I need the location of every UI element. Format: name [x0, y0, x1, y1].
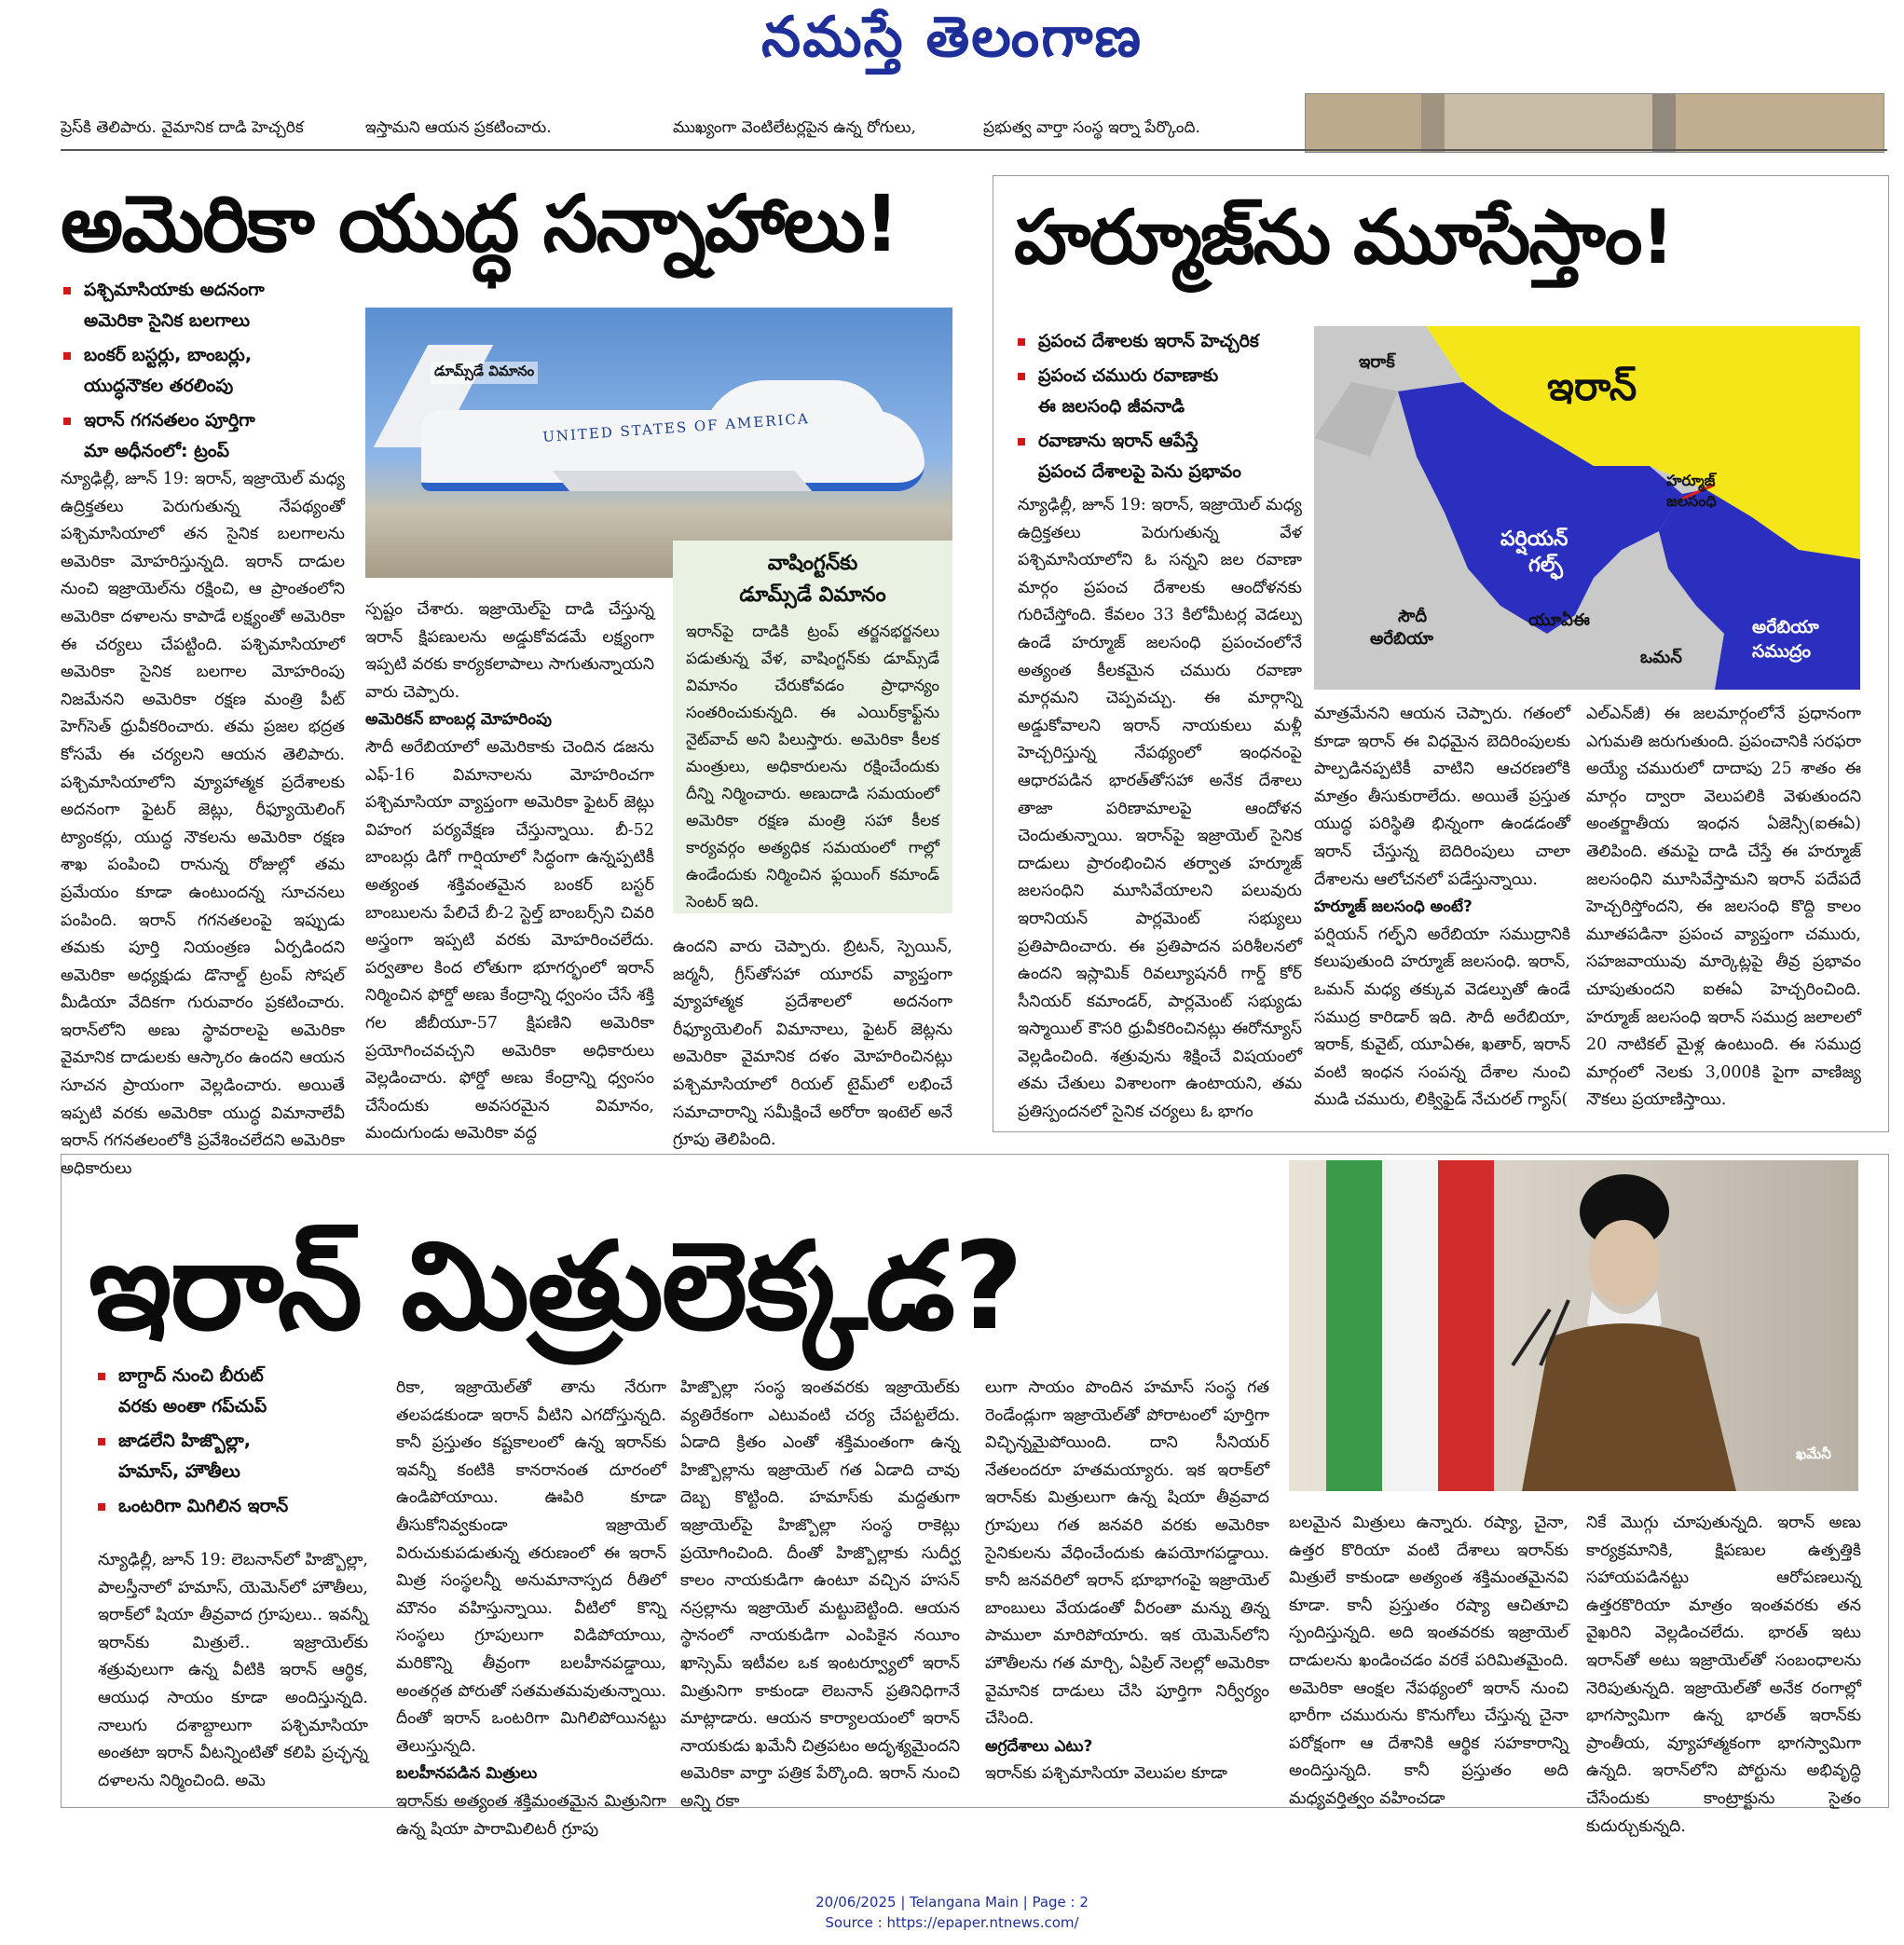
story1-bullets [63, 275, 362, 471]
story3-bullet: ఒంటరిగా మిగిలిన ఇరాన్ [98, 1491, 377, 1522]
map-label-hormuz: హర్మూజ్ జలసంధి [1666, 472, 1717, 510]
top-rule [61, 149, 1887, 151]
story1-column-3: ఉందని వారు చెప్పారు. బ్రిటన్, స్పెయిన్, జర్మనీ, గ్రీస్‌తోసహా యూరప్ వ్యాప్తంగా వ్యూహాత్మక ప్రదేశాలలో అదనంగా రీఫ్యూయెలింగ్ విమానాలు, ఫైటర్ జెట్లను అమెరికా వైమానిక దళం మోహరించినట్లు పశ్చిమాసియాలో రియల్ టైమ్‌లో లభించే సమాచారాన్ని సమీక్షించే అరోరా ఇంటెల్ అనే గ్రూపు తెలిపింది. [673, 938, 952, 1150]
hormuz-map [1314, 326, 1860, 690]
story1-bullet: ఇరాన్ గగనతలం పూర్తిగా మా అధీనంలో: ట్రంప్ [63, 405, 362, 467]
plane-photo-caption: డూమ్స్‌డే విమానం [431, 362, 538, 384]
story2-headline: హర్మూజ్‌ను మూసేస్తాం! [1014, 194, 1673, 281]
story2-bullet: ప్రపంచ దేశాలకు ఇరాన్ హెచ్చరిక [1018, 326, 1307, 357]
story3-column-1: న్యూఢిల్లీ, జూన్ 19: లెబనాన్‌లో హిజ్బొల్లా, పాలస్తీనాలో హమాస్, యెమెన్‌లో హౌతీలు, ఇరాక్‌లో షియా తీవ్రవాద గ్రూపులు.. ఇవన్నీ ఇరాన్‌కు మిత్రులే.. ఇజ్రాయెల్‌కు శత్రువులుగా ఉన్న వీటికి ఇరాన్ ఆర్థిక, ఆయుధ సాయం కూడా అందిస్తున్నది. నాలుగు దశాబ్దాలుగా పశ్చిమాసియా అంతటా ఇరాన్ వీటన్నింటితో కలిపి ప్రచ్ఛన్న దళాలను నిర్మించింది. అమె [98, 1551, 368, 1790]
bullet-square-icon [1018, 338, 1025, 346]
bullet-square-icon [98, 1373, 105, 1380]
footer-source: Source : https://epaper.ntnews.com/ [825, 1914, 1079, 1931]
map-label-saudi: సౌదీ అరేబియా [1370, 607, 1433, 649]
bullet-square-icon [1018, 438, 1025, 445]
top-strip-col-2: ఇస్తామని ఆయన ప్రకటించారు. [365, 118, 552, 137]
story1-column-1: న్యూఢిల్లీ, జూన్ 19: ఇరాన్, ఇజ్రాయెల్ మధ్య ఉద్రిక్తతలు పెరుగుతున్న నేపథ్యంతో పశ్చిమాసియాలో తన సైనిక బలగాలను అమెరికా మోహరిస్తున్నది. ఇరాన్ దాడుల నుంచి ఇజ్రాయెల్‌ను రక్షించి, ఆ ప్రాంతంలోని అమెరికా దళాలను కాపాడే లక్ష్యంతో అమెరికా ఈ చర్యలు చేపట్టింది. పశ్చిమాసియాలో అమెరికా సైనిక బలగాల మోహరింపు నిజమేనని అమెరికా రక్షణ మంత్రి పీట్ హెగ్‌సెత్ ధ్రువీకరించారు. తమ ప్రజల భద్రత కోసమే ఈ చర్యలని ఆయన తెలిపారు. పశ్చిమాసియాలోని వ్యూహాత్మక ప్రదేశాలకు అదనంగా ఫైటర్ జెట్లు, రీఫ్యూయెలింగ్ ట్యాంకర్లు, యుద్ధ నౌకలను అమెరికా రక్షణ శాఖ పంపించి రానున్న రోజుల్లో తమ ప్రమేయం కూడా ఉంటుందన్న సూచనలు పంపింది. ఇరాన్ గగనతలంపై ఇప్పుడు తమకు పూర్తి నియంత్రణ ఏర్పడిందని అమెరికా అధ్యక్షుడు డొనాల్డ్ ట్రంప్ సోషల్ మీడియా వేదికగా గురువారం ప్రకటించారు. ఇరాన్‌లోని అణు స్థావరాలపై అమెరికా వైమానిక దాడులకు ఆస్కారం ఉందని ఆయన సూచన ప్రాయంగా వెల్లడించారు. అయితే ఇప్పటి వరకు అమెరికా యుద్ధ విమానాలేవీ ఇరాన్ గగనతలంలోకి ప్రవేశించలేదని అమెరికా అధికారులు [61, 470, 345, 1178]
bullet-square-icon [98, 1503, 105, 1511]
story3-bullet: బాగ్దాద్ నుంచి బీరుట్ వరకు అంతా గప్‌చుప్ [98, 1361, 377, 1422]
story1-headline: అమెరికా యుద్ధ సన్నాహాలు! [61, 178, 898, 269]
map-label-iraq: ఇరాక్ [1359, 352, 1395, 372]
map-label-oman: ఒమన్ [1640, 648, 1682, 667]
plane-wing [553, 471, 812, 491]
bullet-square-icon [63, 287, 71, 294]
story3-headline: ఇరాన్ మిత్రులెక్కడ? [89, 1215, 1022, 1357]
sidebar-title: వాషింగ్టన్‌కు డూమ్స్‌డే విమానం [739, 552, 886, 607]
story1-column-2: స్పష్టం చేశారు. ఇజ్రాయెల్‌పై దాడి చేస్తున్న ఇరాన్ క్షిపణులను అడ్డుకోవడమే లక్ష్యంగా ఇప్పటి వరకు కార్యకలాపాలు సాగుతున్నాయని వారు చెప్పారు. అమెరికన్ బాంబర్ల మోహరింపు సౌదీ అరేబియాలో అమెరికాకు చెందిన డజను ఎఫ్-16 విమానాలను మోహరించగా పశ్చిమాసియా వ్యాప్తంగా అమెరికా ఫైటర్ జెట్లు విహంగ పర్యవేక్షణ చేస్తున్నాయి. బీ-52 బాంబర్లు డిగో గార్షియాలో సిద్ధంగా ఉన్నప్పటికీ అత్యంత శక్తివంతమైన బంకర్ బస్టర్ బాంబులను పేలిచే బీ-2 స్టెల్త్ బాంబర్స్‌ని చివరి అస్త్రంగా ఇప్పటి వరకు మోహరించలేదు. పర్వతాల కింద లోతుగా భూగర్భంలో ఇరాన్ నిర్మించిన ఫోర్డో అణు కేంద్రాన్ని ధ్వంసం చేసే శక్తి గల జీబీయూ-57 క్షిపణిని అమెరికా ప్రయోగించవచ్చని అమెరికా అధికారులు వెల్లడించారు. ఫోర్డో అణు కేంద్రాన్ని ధ్వంసం చేసేందుకు అవసరమైన విమానం, మందుగుండు అమెరికా వద్ద [365, 600, 654, 1144]
story2-bullet: రవాణాను ఇరాన్ ఆపేస్తే ప్రపంచ దేశాలపై పెను ప్రభావం [1018, 426, 1307, 487]
map-label-iran: ఇరాన్ [1547, 363, 1637, 409]
robe-shape [1522, 1323, 1736, 1491]
khamenei-photo-graphic [1289, 1160, 1858, 1491]
story2-column-3: ఎల్‌ఎన్‌జీ) ఈ జలమార్గంలోనే ప్రధానంగా ఎగుమతి జరుగుతుంది. ప్రపంచానికి సరఫరా అయ్యే చమురులో దాదాపు 25 శాతం ఈ మార్గం ద్వారా వెలుపలికి వెళుతుందని అంతర్జాతీయ ఇంధన ఏజెన్సీ(ఐఈఏ) తెలిపింది. తమపై దాడి చేస్తే ఈ హర్మూజ్ జలసంధిని మూసివేస్తామని ఇరాన్ పదేపదే హెచ్చరిస్తోందని, ఈ జలసంధి కొద్ది కాలం మూతపడినా ప్రపంచ వ్యాప్తంగా చమురు, సహజవాయువు మార్కెట్లపై తీవ్ర ప్రభావం చూపుతుందని ఐఈఏ హెచ్చరించింది. హర్మూజ్ జలసంధి ఇరాన్ సముద్ర జలాలలో 20 నాటికల్ మైళ్ల ఉంటుంది. ఈ సముద్ర మార్గంలో నెలకు 3,000కి పైగా వాణిజ్య నౌకలు ప్రయాణిస్తాయి. [1586, 705, 1861, 1110]
story3-column-4: లుగా సాయం పొందిన హమాస్ సంస్థ గత రెండేండ్లుగా ఇజ్రాయెల్‌తో పోరాటంలో పూర్తిగా విచ్ఛిన్నమైపోయింది. దాని సీనియర్ నేతలందరూ హతమయ్యారు. ఇక ఇరాక్‌లో ఇరాన్‌కు మిత్రులుగా ఉన్న షియా తీవ్రవాద గ్రూపులు గత జనవరి వరకు అమెరికా సైనికులను వేధించేందుకు ఉపయోగపడ్డాయి. కానీ జనవరిలో ఇరాన్ భూభాగంపై ఇజ్రాయెల్ బాంబులు వేయడంతో వీరంతా మన్ను తిన్న పాములా మారిపోయారు. ఇక యెమెన్‌లోని హౌతీలను గత మార్చి, ఏప్రిల్ నెలల్లో అమెరికా వైమానిక దాడులు చేసి పూర్తిగా నిర్వీర్యం చేసింది. అగ్రదేశాలు ఎటు? ఇరాన్‌కు పశ్చిమాసియా వెలుపల కూడా [985, 1378, 1269, 1784]
story2-bullet: ప్రపంచ చమురు రవాణాకు ఈ జలసంధి జీవనాడి [1018, 361, 1307, 422]
masthead-title: నమస్తే తెలంగాణ [760, 5, 1144, 70]
story2-bullets [1018, 326, 1307, 491]
story1-bullet: బంకర్ బస్టర్లు, బాంబర్లు, యుద్ధనౌకల తరలింపు [63, 340, 362, 402]
top-strip-col-3: ముఖ్యంగా వెంటిలేటర్లపైన ఉన్న రోగులు, [673, 118, 916, 137]
footer-date-page: 20/06/2025 | Telangana Main | Page : 2 [815, 1894, 1089, 1911]
story3-column-3: హిజ్బొల్లా సంస్థ ఇంతవరకు ఇజ్రాయెల్‌కు వ్యతిరేకంగా ఎటువంటి చర్య చేపట్టలేదు. ఏడాది క్రితం ఎంతో శక్తిమంతంగా ఉన్న హిజ్బొల్లాను ఇజ్రాయెల్ గత ఏడాది చావు దెబ్బ కొట్టింది. హమాస్‌కు మద్దతుగా ఇజ్రాయెల్‌పై హిజ్బొల్లా సంస్థ రాకెట్లు ప్రయోగించింది. దీంతో హిజ్బొల్లాకు సుదీర్ఘ కాలం నాయకుడిగా ఉంటూ వచ్చిన హసన్ నస్రల్లాను ఇజ్రాయెల్ మట్టుబెట్టింది. ఆయన స్థానంలో నాయకుడిగా ఎంపికైన నయీం ఖాస్సెమ్ ఇటీవల ఒక ఇంటర్వ్యూలో ఇరాన్ మిత్రునిగా కాకుండా లెబనాన్ ప్రతినిధిగానే మాట్లాడారు. ఆయన కార్యాలయంలో ఇరాన్ నాయకుడు ఖమేనీ చిత్రపటం అదృశ్యమైందని అమెరికా వార్తా పత్రిక పేర్కొంది. ఇరాన్ నుంచి అన్ని రకా [680, 1378, 960, 1811]
khamenei-photo [1289, 1160, 1858, 1491]
bullet-square-icon [1018, 373, 1025, 380]
top-strip-col-1: ప్రెస్‌కి తెలిపారు. వైమానిక దాడి హెచ్చరిక [61, 118, 304, 137]
story3-column-2: రికా, ఇజ్రాయెల్‌తో తాను నేరుగా తలపడకుండా ఇరాన్ వీటిని ఎగదోస్తున్నది. కానీ ప్రస్తుతం కష్టకాలంలో ఉన్న ఇరాన్‌కు ఇవన్నీ కంటికి కానరానంత దూరంలో ఉండిపోయాయి. ఊపిరి కూడా తీసుకోనివ్వకుండా ఇజ్రాయెల్ విరుచుకుపడుతున్న తరుణంలో ఈ ఇరాన్ మిత్ర సంస్థలన్నీ అనుమానాస్పద రీతిలో మౌనం వహిస్తున్నాయి. వీటిలో కొన్ని సంస్థలు గ్రూపులుగా విడిపోయాయి, మరికొన్ని తీవ్రంగా బలహీనపడ్డాయి, అంతర్గత పోరుతో సతమతమవుతున్నాయి. దీంతో ఇరాన్ ఒంటరిగా మిగిలిపోయినట్టు తెలుస్తున్నది. బలహీనపడిన మిత్రులు ఇరాన్‌కు అత్యంత శక్తిమంతమైన మిత్రునిగా ఉన్న షియా పారామిలిటరీ గ్రూపు [396, 1378, 666, 1839]
map-label-arabian-sea: అరేబియా సముద్రం [1752, 617, 1819, 662]
story1-bullet: పశ్చిమాసియాకు అదనంగా అమెరికా సైనిక బలగాలు [63, 275, 362, 336]
plane-livery-text: UNITED STATES OF AMERICA [541, 410, 811, 445]
top-strip-col-4: ప్రభుత్వ వార్తా సంస్థ ఇర్నా పేర్కొంది. [983, 118, 1200, 137]
story2-column-2: మాత్రమేనని ఆయన చెప్పారు. గతంలో కూడా ఇరాన్ ఈ విధమైన బెదిరింపులకు పాల్పడినప్పటికీ వాటిని ఆచరణలోకి మాత్రం తీసుకురాలేదు. అయితే ప్రస్తుత యుద్ధ పరిస్థితి భిన్నంగా ఉండడంతో ఇరాన్ చేస్తున్న బెదిరింపులు చాలా దేశాలను ఆలోచనలో పడేస్తున్నాయి. హర్మూజ్ జలసంధి అంటే? పర్షియన్ గల్ఫ్‌ని అరేబియా సముద్రానికి కలుపుతుంది హర్మూజ్ జలసంధి. ఇరాన్, ఒమన్ మధ్య తక్కువ వెడల్పుతో ఉండే సముద్ర కారిడార్ ఇది. సౌదీ అరేబియా, ఇరాక్, కువైట్, యూఏఈ, ఖతార్, ఇరాన్ వంటి ఇంధన సంపన్న దేశాల నుంచి ముడి చమురు, లిక్విఫైడ్ నేచురల్ గ్యాస్( [1314, 705, 1570, 1110]
story2-column-1: న్యూఢిల్లీ, జూన్ 19: ఇరాన్, ఇజ్రాయెల్ మధ్య ఉద్రిక్తతలు పెరుగుతున్న వేళ పశ్చిమాసియాలోని ఓ సన్నని జల రవాణా మార్గం ప్రపంచ దేశాలకు ఆందోళనకు గురిచేస్తోంది. కేవలం 33 కిలోమీటర్ల వెడల్పు ఉండే హర్మూజ్ జలసంధి ప్రపంచంలోనే అత్యంత కీలకమైన చమురు రవాణా మార్గమని చెప్పవచ్చు. ఈ మార్గాన్ని అడ్డుకోవాలని ఇరాన్ నాయకులు మళ్లీ హెచ్చరిస్తున్న నేపథ్యంలో ఇంధనంపై ఆధారపడిన భారత్‌తోసహా అనేక దేశాలు తాజా పరిణామాలపై ఆందోళన చెందుతున్నాయి. ఇరాన్‌పై ఇజ్రాయెల్ సైనిక దాడులు ప్రారంభించిన తర్వాత హర్మూజ్ జలసంధిని మూసివేయాలని పలువురు ఇరానియన్ పార్లమెంట్ సభ్యులు ప్రతిపాదించారు. ఈ ప్రతిపాదన పరిశీలనలో ఉందని ఇస్లామిక్ రివల్యూషనరీ గార్డ్ కోర్ సీనియర్ కమాండర్, పార్లమెంట్ సభ్యుడు ఇస్మాయిల్ కౌసరి ధ్రువీకరించినట్లు ఈరోన్యూస్ వెల్లడించింది. శత్రువును శిక్షించే విషయంలో తమ చేతులు విశాలంగా ఉంటాయని, తమ ప్రతిస్పందనలో సైనిక చర్యలు ఓ భాగం [1018, 496, 1302, 1122]
doomsday-plane-photo [365, 308, 952, 578]
flag-green-stripe [1326, 1160, 1382, 1491]
map-label-uae: యూఏఈ [1528, 610, 1590, 630]
khamenei-photo-caption: ఖమేనీ [1796, 1445, 1831, 1462]
flag-red-stripe [1438, 1160, 1494, 1491]
bullet-square-icon [98, 1438, 105, 1445]
satellite-photo [1305, 93, 1884, 153]
doomsday-sidebar-box [673, 541, 952, 913]
map-label-gulf: పర్షియన్ గల్ఫ్ [1500, 527, 1568, 577]
flag-white-stripe [1382, 1160, 1438, 1491]
bullet-square-icon [63, 418, 71, 425]
face-shape [1589, 1220, 1660, 1306]
bullet-square-icon [63, 352, 71, 360]
story3-column-5: బలమైన మిత్రులు ఉన్నారు. రష్యా, చైనా, ఉత్తర కొరియా వంటి దేశాలు ఇరాన్‌కు మిత్రులే కాకుండా అత్యంత శక్తిమంతమైనవి కూడా. కానీ ప్రస్తుతం రష్యా ఆచితూచి స్పందిస్తున్నది. అది ఇంతవరకు ఇజ్రాయెల్ దాడులను ఖండించడం వరకే పరిమితమైంది. అమెరికా ఆంక్షల నేపథ్యంలో ఇరాన్ నుంచి భారీగా చమురును కొనుగోలు చేస్తున్న చైనా పరోక్షంగా ఆ దేశానికి ఆర్థిక సహకారాన్ని అందిస్తున్నది. కానీ ప్రస్తుతం అది మధ్యవర్తిత్వం వహించడా [1289, 1514, 1568, 1808]
story3-bullet: జాడలేని హిజ్బొల్లా, హమాస్, హౌతీలు [98, 1426, 377, 1487]
story3-column-6: నికే మొగ్గు చూపుతున్నది. ఇరాన్ అణు కార్యక్రమానికి, క్షిపణుల ఉత్పత్తికి సహాయపడినట్టు ఆరోపణలున్న ఉత్తరకొరియా మాత్రం ఇంతవరకు తన వైఖరిని వెల్లడించలేదు. భారత్ ఇటు ఇరాన్‌తో అటు ఇజ్రాయెల్‌తో సంబంధాలను నెరిపుతున్నది. ఇజ్రాయెల్‌తో అనేక రంగాల్లో భాగస్వామిగా ఉన్న భారత్ ఇరాన్‌కు ప్రాంతీయ, వ్యూహాత్మకంగా భాగస్వామిగా ఉన్నది. ఇరాన్‌లోని పోర్టును అభివృద్ధి చేసేందుకు కాంట్రాక్టును సైతం కుదుర్చుకున్నది. [1586, 1514, 1861, 1836]
story3-bullets [98, 1361, 377, 1526]
sidebar-body: ఇరాన్‌పై దాడికి ట్రంప్ తర్జనభర్జనలు పడుతున్న వేళ, వాషింగ్టన్‌కు డూమ్స్‌డే విమానం చేరుకోవడం ప్రాధాన్యం సంతరించుకున్నది. ఈ ఎయిర్‌క్రాఫ్ట్‌ను నైట్‌వాచ్ అని పిలుస్తారు. అమెరికా కీలక మంత్రులు, అధికారులను రక్షించేందుకు దీన్ని నిర్మించారు. అణుదాడి సమయంలో అమెరికా రక్షణ మంత్రి సహా కీలక కార్యవర్గం అత్యధిక సమయంలో గాల్లో ఉండేందుకు నిర్మించిన ఫ్లయింగ్ కమాండ్ సెంటర్ ఇది. [686, 623, 939, 911]
